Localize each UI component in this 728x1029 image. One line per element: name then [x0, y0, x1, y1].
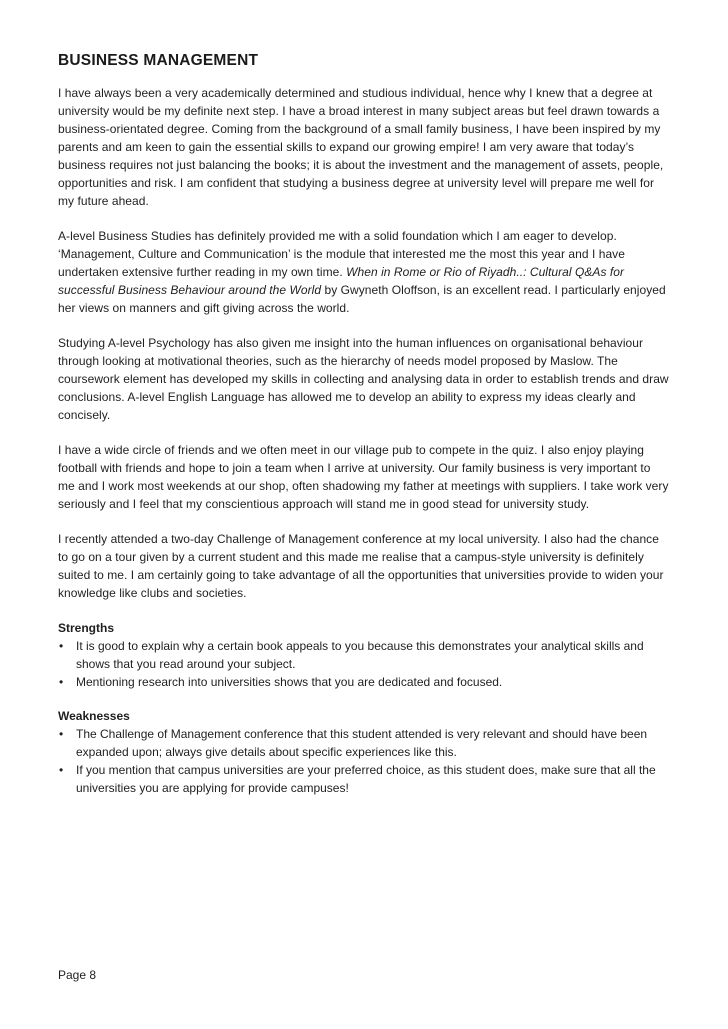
- page-title: BUSINESS MANAGEMENT: [58, 52, 259, 69]
- paragraph-text: by Gwyneth Oloffson, is an excellent read. I particularly enjoyed her views on manners and gift giving across the world.: [58, 283, 666, 315]
- list-item: [58, 637, 670, 673]
- bullet-icon: •: [59, 763, 64, 777]
- bullet-icon: •: [59, 675, 64, 689]
- bullet-icon: •: [59, 727, 64, 741]
- book-title: When in Rome or Rio of Riyadh..: Cultural Q&As for successful Business Behaviour around the World: [58, 265, 625, 297]
- list-item: [58, 725, 670, 761]
- page-content: [58, 52, 670, 813]
- weaknesses-heading: Weaknesses: [58, 709, 130, 723]
- paragraph-text: A-level Business Studies has definitely provided me with a solid foundation which I am eager to develop. ‘Management, Culture and Communication’ is the module that interested me the most this year and I have undertaken extensive further reading in my own time.: [58, 229, 625, 279]
- list-item-text: The Challenge of Management conference that this student attended is very relevant and should have been expanded upon; always give details about specific experiences like this.: [76, 727, 648, 759]
- strengths-list: [58, 637, 670, 691]
- page-number: Page 8: [58, 968, 97, 982]
- weaknesses-list: [58, 725, 670, 797]
- paragraph-conference: I recently attended a two-day Challenge of Management conference at my local university. I also had the chance to go on a tour given by a current student and this made me realise that a campus-style university is definitely suited to me. I am certainly going to take advantage of all the opportunities that universities provide to widen your knowledge like clubs and societies.: [58, 532, 664, 600]
- list-item-text: It is good to explain why a certain book appeals to you because this demonstrates your analytical skills and shows that you read around your subject.: [76, 639, 644, 671]
- list-item-text: If you mention that campus universities are your preferred choice, as this student does, make sure that all the universities you are applying for provide campuses!: [76, 763, 656, 795]
- paragraph-interests: I have a wide circle of friends and we often meet in our village pub to compete in the quiz. I also enjoy playing football with friends and hope to join a team when I arrive at university. Our family business is very important to me and I work most weekends at our shop, often shadowing my father at meetings with suppliers. I take work very seriously and I feel that my conscientious approach will stand me in good stead for university study.: [58, 443, 669, 511]
- list-item: [58, 673, 670, 691]
- bullet-icon: •: [59, 639, 64, 653]
- strengths-heading: Strengths: [58, 621, 115, 635]
- paragraph-psychology: Studying A-level Psychology has also given me insight into the human influences on organisational behaviour through looking at motivational theories, such as the hierarchy of needs model proposed by Maslow. The coursework element has developed my skills in collecting and analysing data in order to establish trends and draw conclusions. A-level English Language has allowed me to develop an ability to express my ideas clearly and concisely.: [58, 336, 669, 422]
- list-item: [58, 761, 670, 797]
- paragraph-business-studies: [58, 227, 670, 317]
- paragraph-motivation: I have always been a very academically determined and studious individual, hence why I knew that a degree at university would be my definite next step. I have a broad interest in many subject areas but feel drawn towards a business-orientated degree. Coming from the background of a small family business, I have been inspired by my parents and am keen to gain the essential skills to expand our growing empire! I am very aware that today’s business requires not just balancing the books; it is about the investment and the management of assets, people, opportunities and risk. I am confident that studying a business degree at university level will prepare me well for my future ahead.: [58, 86, 664, 208]
- list-item-text: Mentioning research into universities shows that you are dedicated and focused.: [76, 675, 503, 689]
